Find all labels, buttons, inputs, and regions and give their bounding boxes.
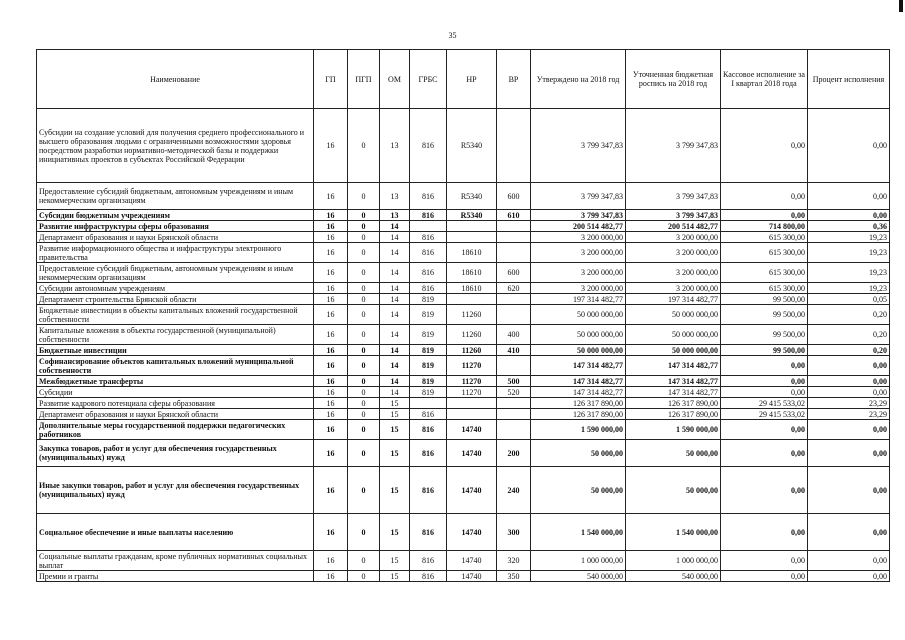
cell-om: 15: [380, 467, 410, 514]
table-row: [37, 551, 890, 571]
cell-grbs: 816: [410, 283, 447, 294]
cell-grbs: 816: [410, 263, 447, 283]
cell-vr: [497, 420, 531, 440]
cell-pgp: 0: [348, 221, 380, 232]
cell-vr: 400: [497, 325, 531, 345]
cell-percent: 0,00: [808, 440, 890, 467]
table-row: [37, 420, 890, 440]
cell-cash: 99 500,00: [721, 325, 808, 345]
cell-gp: 16: [314, 398, 348, 409]
cell-np: 11260: [447, 305, 497, 325]
cell-om: 15: [380, 409, 410, 420]
cell-percent: 0,00: [808, 109, 890, 183]
cell-gp: 16: [314, 283, 348, 294]
cell-om: 15: [380, 398, 410, 409]
cell-revised: 3 799 347,83: [626, 109, 721, 183]
cell-pgp: 0: [348, 283, 380, 294]
cell-percent: 23,29: [808, 409, 890, 420]
cell-vr: 610: [497, 210, 531, 221]
cell-grbs: 819: [410, 345, 447, 356]
cell-pgp: 0: [348, 398, 380, 409]
cell-om: 13: [380, 210, 410, 221]
table-row: [37, 232, 890, 243]
cell-cash: 615 300,00: [721, 263, 808, 283]
scan-edge-mark: [899, 0, 903, 12]
cell-cash: 0,00: [721, 109, 808, 183]
cell-np: R5340: [447, 210, 497, 221]
cell-approved: 3 200 000,00: [531, 283, 626, 294]
cell-approved: 540 000,00: [531, 571, 626, 582]
cell-grbs: 819: [410, 376, 447, 387]
cell-vr: 600: [497, 183, 531, 210]
cell-gp: 16: [314, 345, 348, 356]
cell-name: Субсидии бюджетным учреждениям: [37, 210, 314, 221]
cell-cash: 0,00: [721, 183, 808, 210]
cell-np: R5340: [447, 109, 497, 183]
cell-gp: 16: [314, 263, 348, 283]
table-row: [37, 514, 890, 551]
table-row: [37, 305, 890, 325]
cell-grbs: 816: [410, 440, 447, 467]
cell-revised: 50 000 000,00: [626, 305, 721, 325]
cell-pgp: 0: [348, 210, 380, 221]
table-row: [37, 387, 890, 398]
cell-om: 14: [380, 305, 410, 325]
cell-gp: 16: [314, 440, 348, 467]
cell-revised: 50 000,00: [626, 467, 721, 514]
cell-np: 14740: [447, 514, 497, 551]
cell-percent: 0,00: [808, 210, 890, 221]
cell-percent: 0,00: [808, 571, 890, 582]
table-row: [37, 183, 890, 210]
cell-name: Департамент строительства Брянской области: [37, 294, 314, 305]
cell-pgp: 0: [348, 420, 380, 440]
cell-name: Субсидии автономным учреждениям: [37, 283, 314, 294]
cell-grbs: 819: [410, 294, 447, 305]
cell-cash: 615 300,00: [721, 283, 808, 294]
cell-pgp: 0: [348, 345, 380, 356]
cell-gp: 16: [314, 210, 348, 221]
cell-np: 11270: [447, 387, 497, 398]
cell-np: 11270: [447, 356, 497, 376]
cell-om: 14: [380, 283, 410, 294]
cell-om: 13: [380, 109, 410, 183]
cell-revised: 50 000 000,00: [626, 345, 721, 356]
table-row: [37, 221, 890, 232]
cell-om: 15: [380, 514, 410, 551]
cell-grbs: 816: [410, 243, 447, 263]
cell-pgp: 0: [348, 305, 380, 325]
cell-cash: 0,00: [721, 356, 808, 376]
cell-vr: [497, 305, 531, 325]
cell-cash: 615 300,00: [721, 243, 808, 263]
header-cash: Кассовое исполнение за I квартал 2018 года: [721, 50, 808, 109]
cell-percent: 0,00: [808, 356, 890, 376]
cell-percent: 19,23: [808, 232, 890, 243]
cell-name: Департамент образования и науки Брянской области: [37, 232, 314, 243]
cell-revised: 3 200 000,00: [626, 232, 721, 243]
cell-name: Субсидии на создание условий для получения среднего профессионального и высшего образования людьми с ограниченными возможностями здоровья посредством разработки нормативно-методической базы и поддержки инициативных проектов в субъектах Российской Федерации: [37, 109, 314, 183]
cell-grbs: 819: [410, 356, 447, 376]
cell-om: 14: [380, 263, 410, 283]
table-row: [37, 283, 890, 294]
cell-np: [447, 221, 497, 232]
cell-gp: 16: [314, 109, 348, 183]
cell-om: 14: [380, 356, 410, 376]
cell-grbs: 816: [410, 467, 447, 514]
cell-vr: 200: [497, 440, 531, 467]
cell-gp: 16: [314, 387, 348, 398]
cell-approved: 3 799 347,83: [531, 210, 626, 221]
cell-revised: 147 314 482,77: [626, 376, 721, 387]
cell-grbs: [410, 398, 447, 409]
cell-approved: 147 314 482,77: [531, 356, 626, 376]
cell-name: Развитие кадрового потенциала сферы образования: [37, 398, 314, 409]
cell-percent: 19,23: [808, 283, 890, 294]
table-row: [37, 210, 890, 221]
cell-om: 15: [380, 551, 410, 571]
cell-name: Департамент образования и науки Брянской области: [37, 409, 314, 420]
cell-grbs: 819: [410, 325, 447, 345]
cell-np: 11260: [447, 345, 497, 356]
cell-gp: 16: [314, 409, 348, 420]
cell-pgp: 0: [348, 551, 380, 571]
cell-gp: 16: [314, 571, 348, 582]
cell-approved: 50 000 000,00: [531, 345, 626, 356]
cell-revised: 197 314 482,77: [626, 294, 721, 305]
cell-np: 18610: [447, 243, 497, 263]
cell-approved: 50 000,00: [531, 467, 626, 514]
cell-np: 14740: [447, 420, 497, 440]
cell-approved: 3 799 347,83: [531, 183, 626, 210]
cell-name: Социальные выплаты гражданам, кроме публичных нормативных социальных выплат: [37, 551, 314, 571]
cell-percent: 0,20: [808, 325, 890, 345]
cell-cash: 99 500,00: [721, 345, 808, 356]
cell-gp: 16: [314, 514, 348, 551]
table-header-row: [37, 50, 890, 109]
cell-cash: 0,00: [721, 210, 808, 221]
cell-om: 13: [380, 183, 410, 210]
cell-approved: 1 590 000,00: [531, 420, 626, 440]
cell-revised: 1 000 000,00: [626, 551, 721, 571]
cell-name: Капитальные вложения в объекты государственной (муниципальной) собственности: [37, 325, 314, 345]
cell-pgp: 0: [348, 263, 380, 283]
cell-revised: 3 799 347,83: [626, 210, 721, 221]
cell-approved: 50 000 000,00: [531, 305, 626, 325]
page-number: 35: [448, 31, 457, 40]
cell-cash: 0,00: [721, 376, 808, 387]
cell-om: 15: [380, 440, 410, 467]
header-name: Наименование: [37, 50, 314, 109]
cell-revised: 3 200 000,00: [626, 243, 721, 263]
cell-name: Софинансирование объектов капитальных вложений муниципальной собственности: [37, 356, 314, 376]
cell-np: [447, 409, 497, 420]
cell-np: 11270: [447, 376, 497, 387]
cell-approved: 3 200 000,00: [531, 232, 626, 243]
header-grbs: ГРБС: [410, 50, 447, 109]
cell-percent: 23,29: [808, 398, 890, 409]
cell-revised: 126 317 890,00: [626, 398, 721, 409]
cell-om: 15: [380, 420, 410, 440]
cell-gp: 16: [314, 356, 348, 376]
budget-table: [36, 49, 890, 582]
cell-revised: 1 590 000,00: [626, 420, 721, 440]
cell-approved: 197 314 482,77: [531, 294, 626, 305]
cell-pgp: 0: [348, 109, 380, 183]
cell-revised: 540 000,00: [626, 571, 721, 582]
cell-pgp: 0: [348, 243, 380, 263]
cell-om: 14: [380, 325, 410, 345]
cell-name: Иные закупки товаров, работ и услуг для обеспечения государственных (муниципальных) нужд: [37, 467, 314, 514]
table-row: [37, 398, 890, 409]
cell-grbs: 816: [410, 514, 447, 551]
cell-gp: 16: [314, 232, 348, 243]
cell-revised: 50 000 000,00: [626, 325, 721, 345]
cell-name: Дополнительные меры государственной поддержки педагогических работников: [37, 420, 314, 440]
table-row: [37, 294, 890, 305]
cell-pgp: 0: [348, 376, 380, 387]
cell-gp: 16: [314, 305, 348, 325]
cell-gp: 16: [314, 420, 348, 440]
cell-percent: 0,20: [808, 305, 890, 325]
cell-percent: 19,23: [808, 263, 890, 283]
cell-om: 14: [380, 376, 410, 387]
cell-cash: 99 500,00: [721, 294, 808, 305]
cell-approved: 126 317 890,00: [531, 409, 626, 420]
cell-np: 18610: [447, 283, 497, 294]
cell-om: 14: [380, 345, 410, 356]
cell-percent: 19,23: [808, 243, 890, 263]
cell-gp: 16: [314, 551, 348, 571]
cell-grbs: 816: [410, 551, 447, 571]
cell-approved: 126 317 890,00: [531, 398, 626, 409]
cell-pgp: 0: [348, 325, 380, 345]
table-row: [37, 243, 890, 263]
header-pgp: ПГП: [348, 50, 380, 109]
cell-approved: 1 000 000,00: [531, 551, 626, 571]
cell-np: [447, 398, 497, 409]
cell-gp: 16: [314, 294, 348, 305]
table-row: [37, 376, 890, 387]
cell-vr: 500: [497, 376, 531, 387]
cell-vr: 620: [497, 283, 531, 294]
cell-approved: 1 540 000,00: [531, 514, 626, 551]
cell-name: Бюджетные инвестиции: [37, 345, 314, 356]
cell-vr: [497, 109, 531, 183]
cell-approved: 3 799 347,83: [531, 109, 626, 183]
cell-pgp: 0: [348, 571, 380, 582]
cell-name: Межбюджетные трансферты: [37, 376, 314, 387]
cell-pgp: 0: [348, 294, 380, 305]
header-gp: ГП: [314, 50, 348, 109]
cell-percent: 0,05: [808, 294, 890, 305]
cell-np: 14740: [447, 467, 497, 514]
cell-approved: 200 514 482,77: [531, 221, 626, 232]
cell-om: 14: [380, 387, 410, 398]
cell-cash: 0,00: [721, 467, 808, 514]
header-revised: Уточненная бюджетная роспись на 2018 год: [626, 50, 721, 109]
cell-np: [447, 294, 497, 305]
cell-pgp: 0: [348, 514, 380, 551]
header-approved: Утверждено на 2018 год: [531, 50, 626, 109]
cell-grbs: 816: [410, 183, 447, 210]
cell-name: Премии и гранты: [37, 571, 314, 582]
cell-vr: 410: [497, 345, 531, 356]
cell-cash: 0,00: [721, 571, 808, 582]
cell-pgp: 0: [348, 387, 380, 398]
cell-grbs: 819: [410, 387, 447, 398]
cell-cash: 29 415 533,02: [721, 409, 808, 420]
cell-cash: 0,00: [721, 551, 808, 571]
cell-approved: 3 200 000,00: [531, 263, 626, 283]
cell-percent: 0,00: [808, 376, 890, 387]
cell-gp: 16: [314, 325, 348, 345]
cell-vr: [497, 243, 531, 263]
cell-pgp: 0: [348, 467, 380, 514]
cell-vr: 300: [497, 514, 531, 551]
cell-gp: 16: [314, 376, 348, 387]
cell-np: 18610: [447, 263, 497, 283]
cell-approved: 50 000 000,00: [531, 325, 626, 345]
table-row: [37, 409, 890, 420]
cell-vr: [497, 356, 531, 376]
table-row: [37, 571, 890, 582]
cell-grbs: 816: [410, 420, 447, 440]
cell-revised: 3 200 000,00: [626, 283, 721, 294]
cell-revised: 3 799 347,83: [626, 183, 721, 210]
cell-vr: [497, 398, 531, 409]
cell-name: Закупка товаров, работ и услуг для обеспечения государственных (муниципальных) нужд: [37, 440, 314, 467]
cell-name: Развитие информационного общества и инфраструктуры электронного правительства: [37, 243, 314, 263]
cell-om: 14: [380, 243, 410, 263]
cell-om: 14: [380, 294, 410, 305]
cell-cash: 0,00: [721, 420, 808, 440]
cell-vr: 600: [497, 263, 531, 283]
cell-revised: 147 314 482,77: [626, 387, 721, 398]
cell-pgp: 0: [348, 409, 380, 420]
cell-name: Предоставление субсидий бюджетным, автономным учреждениям и иным некоммерческим организациям: [37, 263, 314, 283]
table-row: [37, 325, 890, 345]
cell-approved: 147 314 482,77: [531, 376, 626, 387]
cell-vr: [497, 221, 531, 232]
table-row: [37, 109, 890, 183]
table-row: [37, 440, 890, 467]
cell-revised: 200 514 482,77: [626, 221, 721, 232]
cell-grbs: 816: [410, 571, 447, 582]
cell-approved: 50 000,00: [531, 440, 626, 467]
cell-grbs: 819: [410, 305, 447, 325]
cell-name: Предоставление субсидий бюджетным, автономным учреждениям и иным некоммерческим организациям: [37, 183, 314, 210]
cell-np: 11260: [447, 325, 497, 345]
cell-pgp: 0: [348, 232, 380, 243]
cell-pgp: 0: [348, 356, 380, 376]
table-row: [37, 345, 890, 356]
cell-percent: 0,00: [808, 183, 890, 210]
cell-approved: 147 314 482,77: [531, 387, 626, 398]
cell-cash: 0,00: [721, 387, 808, 398]
table-row: [37, 263, 890, 283]
cell-cash: 615 300,00: [721, 232, 808, 243]
cell-vr: [497, 294, 531, 305]
cell-grbs: 816: [410, 232, 447, 243]
header-om: ОМ: [380, 50, 410, 109]
cell-revised: 3 200 000,00: [626, 263, 721, 283]
cell-vr: [497, 409, 531, 420]
cell-grbs: 816: [410, 409, 447, 420]
table-row: [37, 467, 890, 514]
cell-pgp: 0: [348, 183, 380, 210]
cell-om: 14: [380, 232, 410, 243]
cell-percent: 0,00: [808, 514, 890, 551]
cell-name: Бюджетные инвестиции в объекты капитальных вложений государственной собственности: [37, 305, 314, 325]
header-np: НР: [447, 50, 497, 109]
cell-np: R5340: [447, 183, 497, 210]
cell-om: 14: [380, 221, 410, 232]
cell-approved: 3 200 000,00: [531, 243, 626, 263]
header-vr: ВР: [497, 50, 531, 109]
cell-percent: 0,00: [808, 467, 890, 514]
cell-gp: 16: [314, 221, 348, 232]
cell-grbs: 816: [410, 210, 447, 221]
cell-cash: 0,00: [721, 440, 808, 467]
cell-percent: 0,20: [808, 345, 890, 356]
cell-revised: 126 317 890,00: [626, 409, 721, 420]
header-percent: Процент исполнения: [808, 50, 890, 109]
cell-cash: 0,00: [721, 514, 808, 551]
cell-vr: 320: [497, 551, 531, 571]
cell-vr: [497, 232, 531, 243]
cell-np: [447, 232, 497, 243]
cell-revised: 50 000,00: [626, 440, 721, 467]
cell-gp: 16: [314, 183, 348, 210]
cell-cash: 29 415 533,02: [721, 398, 808, 409]
cell-cash: 714 800,00: [721, 221, 808, 232]
cell-revised: 147 314 482,77: [626, 356, 721, 376]
cell-np: 14740: [447, 440, 497, 467]
table-body: [37, 109, 890, 582]
cell-pgp: 0: [348, 440, 380, 467]
cell-percent: 0,00: [808, 420, 890, 440]
cell-np: 14740: [447, 571, 497, 582]
cell-name: Развитие инфраструктуры сферы образования: [37, 221, 314, 232]
cell-percent: 0,00: [808, 551, 890, 571]
cell-name: Субсидии: [37, 387, 314, 398]
cell-vr: 240: [497, 467, 531, 514]
cell-percent: 0,00: [808, 387, 890, 398]
cell-percent: 0,36: [808, 221, 890, 232]
cell-revised: 1 540 000,00: [626, 514, 721, 551]
cell-name: Социальное обеспечение и иные выплаты населению: [37, 514, 314, 551]
cell-gp: 16: [314, 243, 348, 263]
cell-grbs: 816: [410, 109, 447, 183]
cell-om: 15: [380, 571, 410, 582]
cell-np: 14740: [447, 551, 497, 571]
cell-vr: 520: [497, 387, 531, 398]
cell-grbs: [410, 221, 447, 232]
cell-cash: 99 500,00: [721, 305, 808, 325]
table-row: [37, 356, 890, 376]
cell-gp: 16: [314, 467, 348, 514]
cell-vr: 350: [497, 571, 531, 582]
